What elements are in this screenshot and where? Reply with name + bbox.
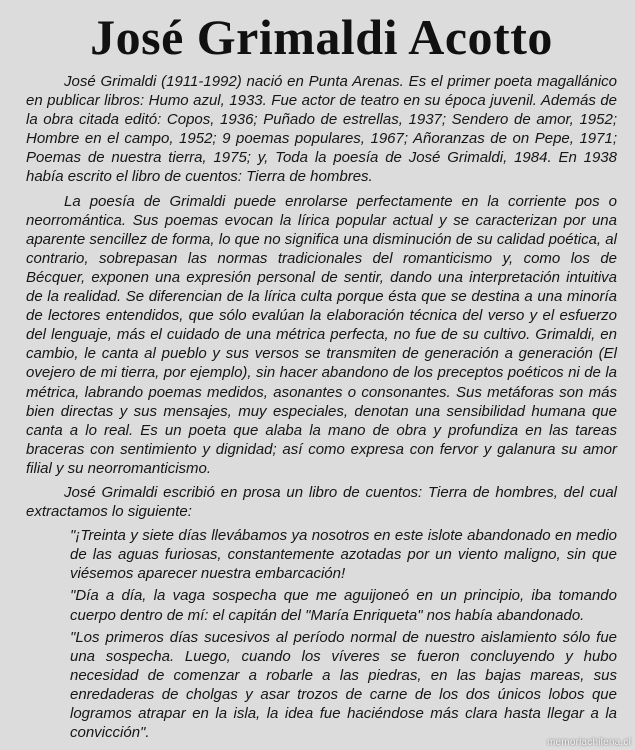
quote-paragraph-1: "¡Treinta y siete días llevábamos ya nosotros en este islote abandonado en medio de las aguas furiosas, constantemente azotadas por un viento maligno, sin que viésemos aparecer nuestra embarcación! [70, 527, 617, 583]
watermark: memoriachilena.cl [547, 737, 631, 748]
quote-paragraph-2: "Día a día, la vaga sospecha que me aguijoneó en un principio, iba tomando cuerpo dentro de mí: el capitán del "María Enriqueta" nos había abandonado. [70, 587, 617, 624]
paragraph-prose-intro: José Grimaldi escribió en prosa un libro de cuentos: Tierra de hombres, del cual extractamos lo siguiente: [26, 483, 617, 521]
paragraph-biography: José Grimaldi (1911-1992) nació en Punta Arenas. Es el primer poeta magallánico en publicar libros: Humo azul, 1933. Fue actor de teatro en su época juvenil. Además de la obra citada editó: Copos, 1936; Puñado de estrellas, 1937; Sendero de amor, 1952; Hombre en el campo, 1952; 9 poemas populares, 1967; Añoranzas de on Pepe, 1971; Poemas de nuestra tierra, 1975; y, Toda la poesía de José Grimaldi, 1984. En 1938 había escrito el libro de cuentos: Tierra de hombres. [26, 73, 617, 186]
paragraph-poetry-analysis: La poesía de Grimaldi puede enrolarse perfectamente en la corriente pos o neorromántica. Sus poemas evocan la lírica popular actual y se caracterizan por una aparente sencillez de forma, lo que no significa una disminución de su calidad poética, al contrario, sobrepasan las normas tradicionales del romanticismo y, como los de Bécquer, exponen una expresión personal de sentir, dando una interpretación intuitiva de la realidad. Se diferencian de la lírica culta porque ésta que se destina a una minoría de lectores entendidos, que sólo evalúan la elaboración técnica del verso y el esfuerzo del lenguaje, más el cuidado de una métrica perfecta, no fue de su cultivo. Grimaldi, en cambio, le canta al pueblo y sus versos se transmiten de generación a generación (El ovejero de mi tierra, por ejemplo), sin hacer abandono de los preceptos poéticos ni de la métrica, labrando poemas medidos, asonantes o consonantes. Sus metáforas son más bien directas y sus mensajes, muy especiales, denotan una sensibilidad humana que canta a lo real. Es un poeta que alaba la mano de obra y profundiza en las tareas braceras con sentimiento y dignidad; así como expresa con fervor y galanura su amor filial y su neorromanticismo. [26, 192, 617, 477]
quote-paragraph-3: "Los primeros días sucesivos al período normal de nuestro aislamiento sólo fue una sospecha. Luego, cuando los víveres se fueron concluyendo y hubo necesidad de comenzar a robarle a las piedras, en las bajas mareas, sus enredaderas de cholgas y asar trozos de carne de los dos únicos lobos que logramos atrapar en la isla, la idea fue haciéndose más clara hasta llegar a la convicción". [70, 628, 617, 742]
document-body [26, 72, 617, 742]
document-title: José Grimaldi Acotto [90, 9, 553, 65]
